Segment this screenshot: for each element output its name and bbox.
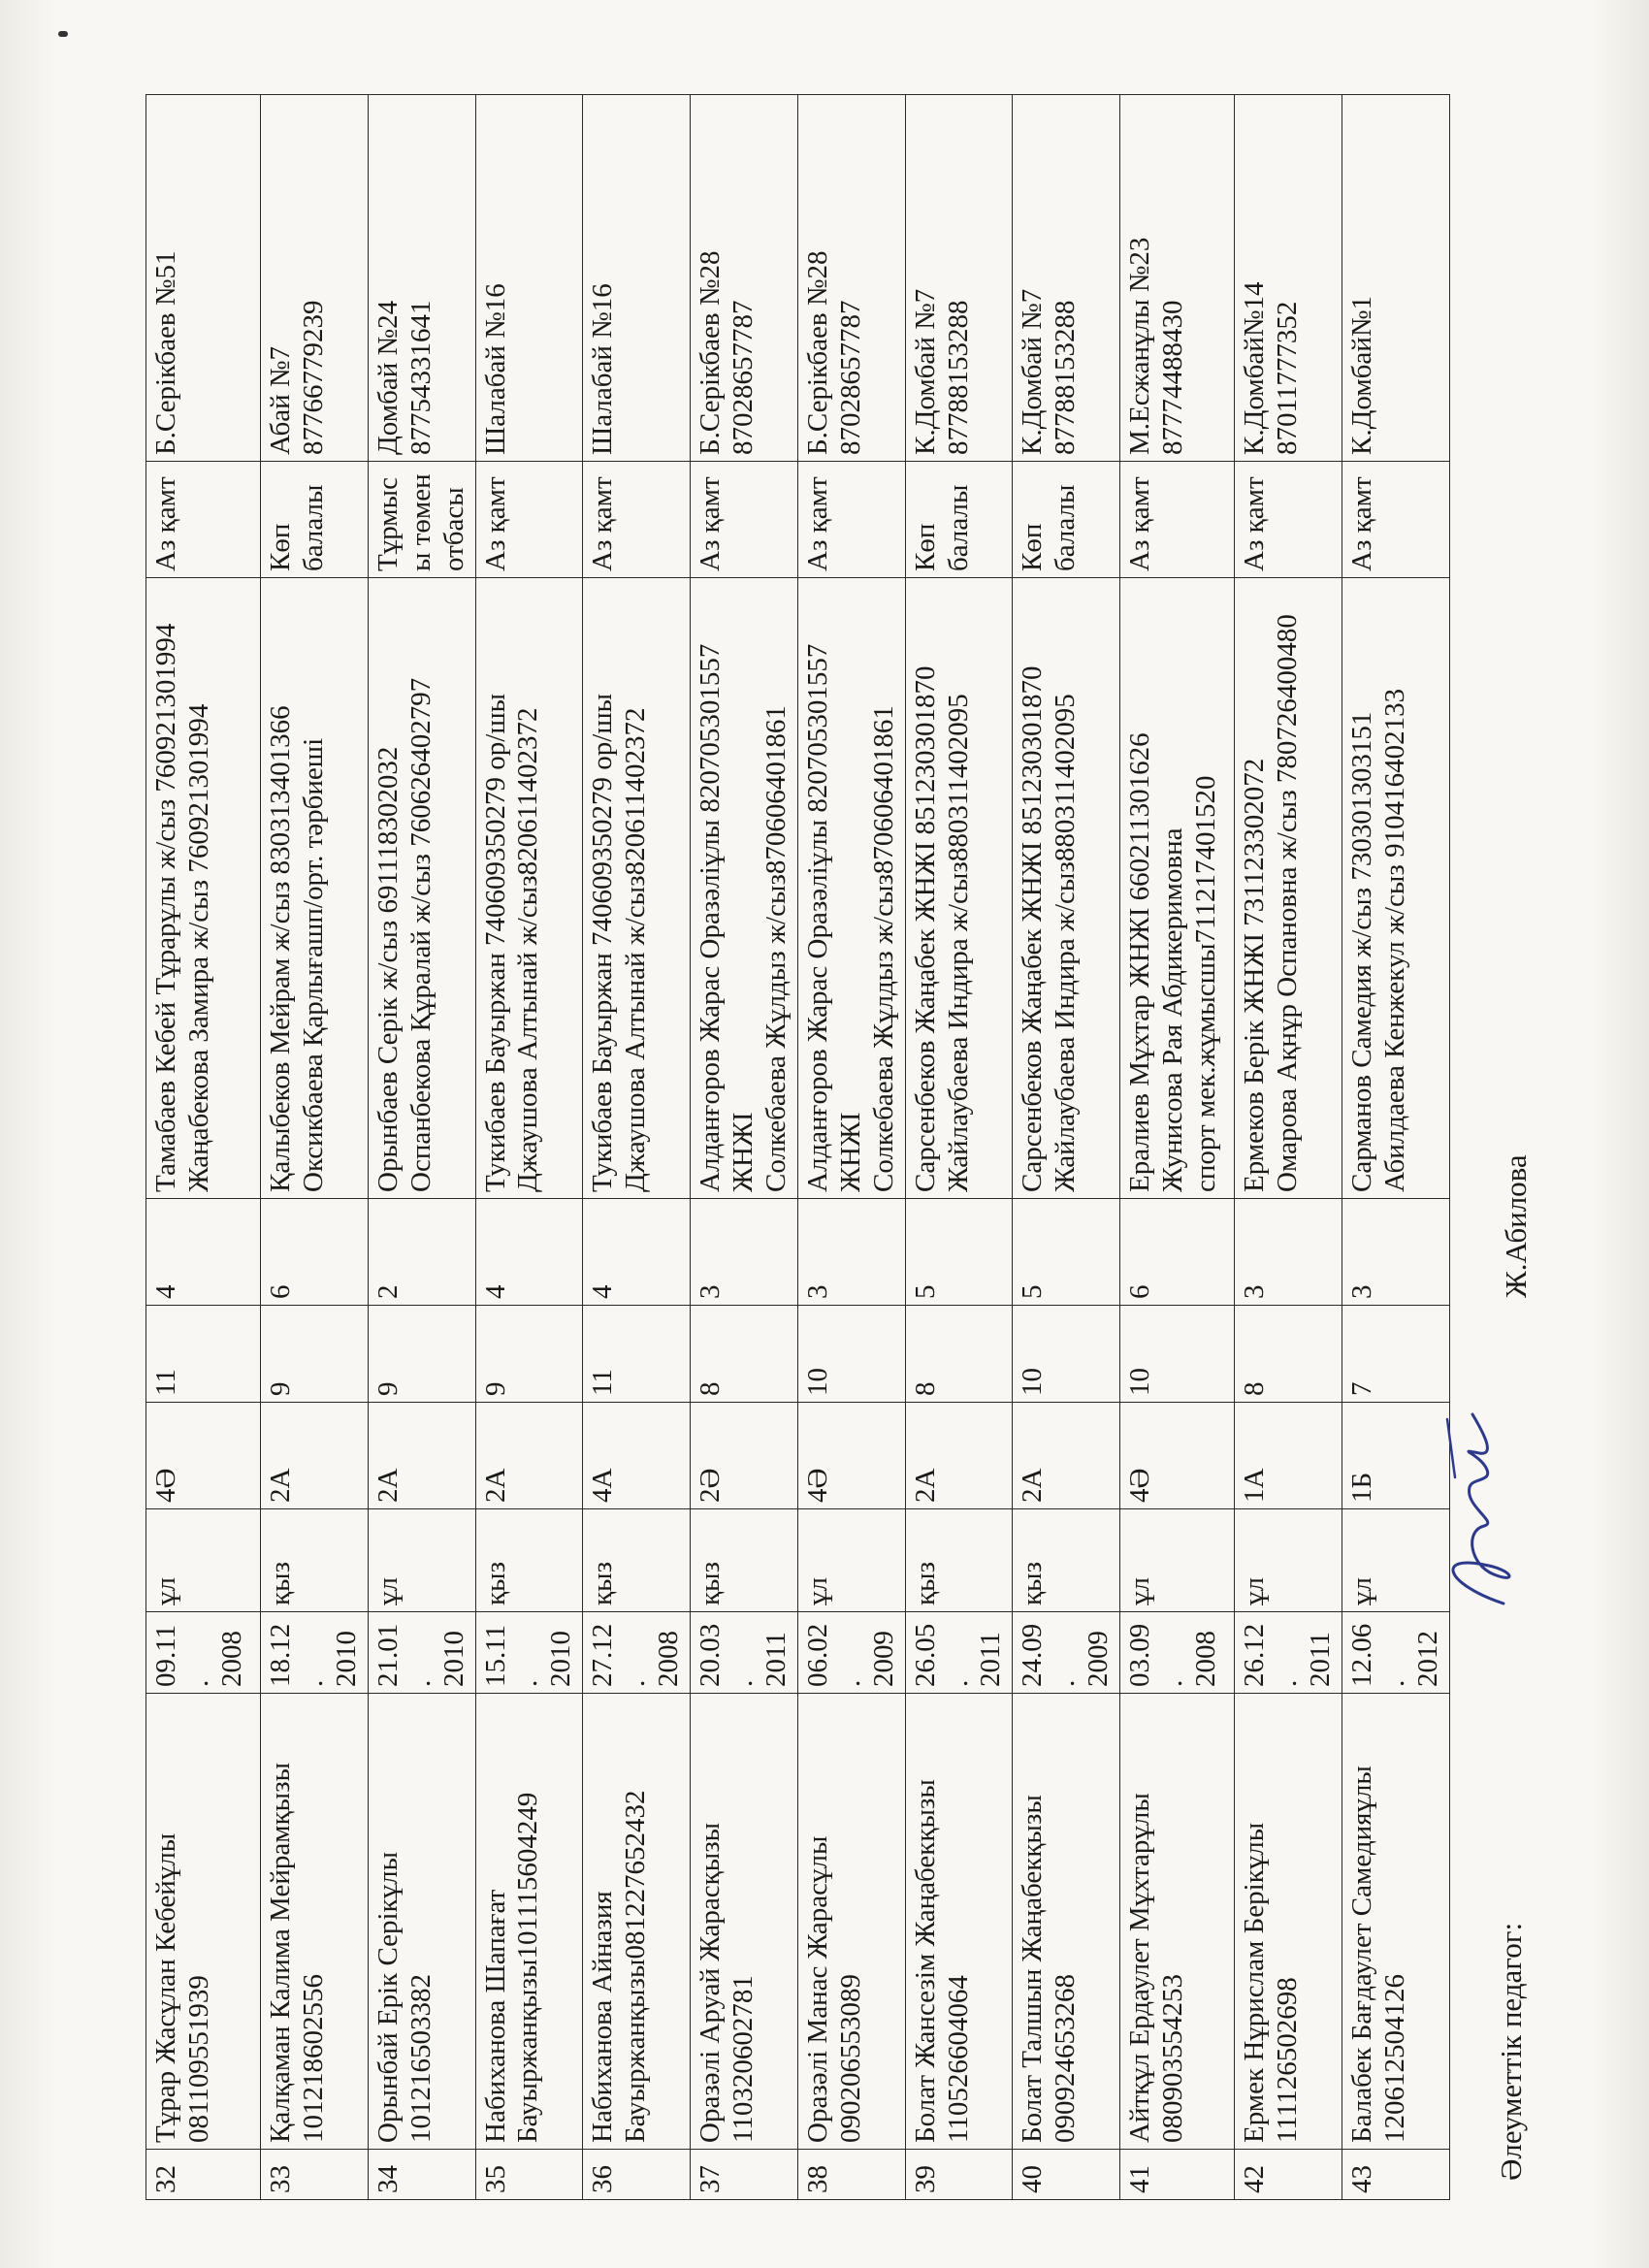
class-cell: 1А xyxy=(1235,1403,1342,1509)
address-phone-cell: Б.Серікбаев №28 87028657787 xyxy=(797,95,905,462)
class-cell: 4А xyxy=(583,1403,691,1509)
gender-cell: қыз xyxy=(475,1509,583,1612)
age-cell: 8 xyxy=(691,1306,798,1403)
class-cell: 2А xyxy=(475,1403,583,1509)
parents-info-cell: Сарсенбеков Жаңабек ЖНЖІ 851230301870 Жайлаубаева Индира ж/сыз880311402095 xyxy=(1013,578,1120,1199)
students-social-table xyxy=(146,94,1450,2200)
birth-date-cell: 18.12. 2010 xyxy=(261,1612,369,1694)
gender-cell: қыз xyxy=(691,1509,798,1612)
class-cell: 4Ә xyxy=(1120,1403,1235,1509)
birth-date-cell: 24.09. 2009 xyxy=(1013,1612,1120,1694)
address-phone-cell: Шалабай №16 xyxy=(583,95,691,462)
row-number-cell: 37 xyxy=(691,2150,798,2200)
family-members-cell: 6 xyxy=(1120,1199,1235,1306)
handwritten-signature xyxy=(1426,1371,1533,1623)
student-name-iin-cell: Болат Жансезім Жаңабекқызы 110526604064 xyxy=(905,1694,1013,2150)
ink-dot xyxy=(58,31,68,37)
gender-cell: ұл xyxy=(146,1509,261,1612)
parents-info-cell: Орынбаев Серік ж/сыз 691118302032 Оспанбекова Құралай ж/сыз 760626402797 xyxy=(368,578,475,1199)
family-members-cell: 3 xyxy=(797,1199,905,1306)
gender-cell: қыз xyxy=(583,1509,691,1612)
birth-date-cell: 03.09. 2008 xyxy=(1120,1612,1235,1694)
address-phone-cell: К.Домбай№14 87011777352 xyxy=(1235,95,1342,462)
family-members-cell: 3 xyxy=(1342,1199,1449,1306)
parents-info-cell: Ералиев Мұхтар ЖНЖІ 660211301626 Жунисова Рая Абдикеримовна спорт мек.жұмысшы711217401520 xyxy=(1120,578,1235,1199)
gender-cell: ұл xyxy=(797,1509,905,1612)
row-number-cell: 33 xyxy=(261,2150,369,2200)
gender-cell: ұл xyxy=(368,1509,475,1612)
student-name-iin-cell: Айтқұл Ердаулет Мұхтарұлы 080903554253 xyxy=(1120,1694,1235,2150)
age-cell: 7 xyxy=(1342,1306,1449,1403)
family-members-cell: 3 xyxy=(691,1199,798,1306)
parents-info-cell: Алданғоров Жарас Оразәліұлы 820705301557 ЖНЖІ Солкебаева Жұлдыз ж/сыз870606401861 xyxy=(691,578,798,1199)
student-name-iin-cell: Қалқаман Калима Мейрамқызы 101218602556 xyxy=(261,1694,369,2150)
family-category-cell: Аз қамт xyxy=(1342,462,1449,578)
family-category-cell: Аз қамт xyxy=(475,462,583,578)
table-row xyxy=(583,95,691,2200)
class-cell: 2А xyxy=(905,1403,1013,1509)
table-row xyxy=(475,95,583,2200)
table-row xyxy=(1120,95,1235,2200)
table-row xyxy=(797,95,905,2200)
family-category-cell: Аз қамт xyxy=(146,462,261,578)
birth-date-cell: 20.03. 2011 xyxy=(691,1612,798,1694)
class-cell: 2А xyxy=(368,1403,475,1509)
address-phone-cell: К.Домбай№1 xyxy=(1342,95,1449,462)
gender-cell: ұл xyxy=(1120,1509,1235,1612)
family-members-cell: 2 xyxy=(368,1199,475,1306)
birth-date-cell: 12.06. 2012 xyxy=(1342,1612,1449,1694)
table-row xyxy=(691,95,798,2200)
parents-info-cell: Тамабаев Кебей Тұрарұлы ж/сыз 760921301994 Жаңабекова Замира ж/сыз 760921301994 xyxy=(146,578,261,1199)
family-members-cell: 5 xyxy=(905,1199,1013,1306)
student-name-iin-cell: Оразәлі Манас Жарасұлы 090206553089 xyxy=(797,1694,905,2150)
address-phone-cell: К.Домбай №7 87788153288 xyxy=(905,95,1013,462)
birth-date-cell: 06.02. 2009 xyxy=(797,1612,905,1694)
table-row xyxy=(1342,95,1449,2200)
birth-date-cell: 15.11. 2010 xyxy=(475,1612,583,1694)
parents-info-cell: Сарсенбеков Жаңабек ЖНЖІ 851230301870 Жайлаубаева Индира ж/сыз880311402095 xyxy=(905,578,1013,1199)
gender-cell: ұл xyxy=(1342,1509,1449,1612)
row-number-cell: 43 xyxy=(1342,2150,1449,2200)
age-cell: 11 xyxy=(583,1306,691,1403)
role-label: Әлеуметтік педагог: xyxy=(1494,1922,1528,2181)
signer-name: Ж.Абилова xyxy=(1499,1154,1533,1298)
class-cell: 2Ә xyxy=(691,1403,798,1509)
family-category-cell: Тұрмысы төмен отбасы xyxy=(368,462,475,578)
table-row xyxy=(1235,95,1342,2200)
birth-date-cell: 09.11. 2008 xyxy=(146,1612,261,1694)
birth-date-cell: 21.01. 2010 xyxy=(368,1612,475,1694)
row-number-cell: 41 xyxy=(1120,2150,1235,2200)
row-number-cell: 36 xyxy=(583,2150,691,2200)
address-phone-cell: Абай №7 87766779239 xyxy=(261,95,369,462)
age-cell: 10 xyxy=(1120,1306,1235,1403)
age-cell: 9 xyxy=(475,1306,583,1403)
address-phone-cell: Шалабай №16 xyxy=(475,95,583,462)
row-number-cell: 42 xyxy=(1235,2150,1342,2200)
gender-cell: қыз xyxy=(905,1509,1013,1612)
table-row xyxy=(905,95,1013,2200)
parents-info-cell: Тукибаев Бауыржан 740609350279 ор/шы Джаушова Алтынай ж/сыз820611402372 xyxy=(475,578,583,1199)
student-name-iin-cell: Орынбай Ерік Серікұлы 101216503382 xyxy=(368,1694,475,2150)
family-category-cell: Аз қамт xyxy=(1235,462,1342,578)
age-cell: 10 xyxy=(1013,1306,1120,1403)
address-phone-cell: М.Есжанұлы №23 87774488430 xyxy=(1120,95,1235,462)
address-phone-cell: К.Домбай №7 87788153288 xyxy=(1013,95,1120,462)
row-number-cell: 34 xyxy=(368,2150,475,2200)
family-members-cell: 4 xyxy=(583,1199,691,1306)
family-category-cell: Аз қамт xyxy=(583,462,691,578)
age-cell: 9 xyxy=(261,1306,369,1403)
row-number-cell: 35 xyxy=(475,2150,583,2200)
age-cell: 8 xyxy=(1235,1306,1342,1403)
row-number-cell: 39 xyxy=(905,2150,1013,2200)
student-name-iin-cell: Оразәлі Аруай Жарасқызы 110320602781 xyxy=(691,1694,798,2150)
address-phone-cell: Б.Серікбаев №28 87028657787 xyxy=(691,95,798,462)
family-category-cell: Көп балалы xyxy=(261,462,369,578)
address-phone-cell: Б.Серікбаев №51 xyxy=(146,95,261,462)
parents-info-cell: Сарманов Самедия ж/сыз 730301303151 Абилдаева Кенжекул ж/сыз 910416402133 xyxy=(1342,578,1449,1199)
family-category-cell: Көп балалы xyxy=(905,462,1013,578)
parents-info-cell: Қалыбеков Мейрам ж/сыз 830313401366 Оксикбаева Қарлығашп/орт. тәрбиеші xyxy=(261,578,369,1199)
family-members-cell: 6 xyxy=(261,1199,369,1306)
class-cell: 2А xyxy=(1013,1403,1120,1509)
birth-date-cell: 26.12. 2011 xyxy=(1235,1612,1342,1694)
row-number-cell: 40 xyxy=(1013,2150,1120,2200)
gender-cell: қыз xyxy=(1013,1509,1120,1612)
student-name-iin-cell: Балабек Бағдаулет Самедияұлы 120612504126 xyxy=(1342,1694,1449,2150)
student-name-iin-cell: Набиханова Айназия Бауыржанқызы081227652432 xyxy=(583,1694,691,2150)
class-cell: 4Ә xyxy=(797,1403,905,1509)
parents-info-cell: Алданғоров Жарас Оразәліұлы 820705301557 ЖНЖІ Солкебаева Жұлдыз ж/сыз870606401861 xyxy=(797,578,905,1199)
family-category-cell: Аз қамт xyxy=(1120,462,1235,578)
parents-info-cell: Ермеков Берік ЖНЖІ 731123302072 Омарова Ақнұр Оспановна ж/сыз 780726400480 xyxy=(1235,578,1342,1199)
gender-cell: ұл xyxy=(1235,1509,1342,1612)
address-phone-cell: Домбай №24 87754331641 xyxy=(368,95,475,462)
parents-info-cell: Тукибаев Бауыржан 740609350279 ор/шы Джаушова Алтынай ж/сыз820611402372 xyxy=(583,578,691,1199)
gender-cell: қыз xyxy=(261,1509,369,1612)
family-category-cell: Аз қамт xyxy=(691,462,798,578)
family-members-cell: 4 xyxy=(146,1199,261,1306)
row-number-cell: 38 xyxy=(797,2150,905,2200)
table-row xyxy=(368,95,475,2200)
row-number-cell: 32 xyxy=(146,2150,261,2200)
family-category-cell: Көп балалы xyxy=(1013,462,1120,578)
class-cell: 1Б xyxy=(1342,1403,1449,1509)
table-row xyxy=(146,95,261,2200)
age-cell: 9 xyxy=(368,1306,475,1403)
age-cell: 11 xyxy=(146,1306,261,1403)
class-cell: 4Ә xyxy=(146,1403,261,1509)
family-members-cell: 5 xyxy=(1013,1199,1120,1306)
student-name-iin-cell: Ермек Нұрислам Берікұлы 111126502698 xyxy=(1235,1694,1342,2150)
age-cell: 8 xyxy=(905,1306,1013,1403)
student-name-iin-cell: Набиханова Шапағат Бауыржанқызы101115604249 xyxy=(475,1694,583,2150)
family-category-cell: Аз қамт xyxy=(797,462,905,578)
student-name-iin-cell: Тұрар Жасұлан Кебейұлы 081109551939 xyxy=(146,1694,261,2150)
family-members-cell: 4 xyxy=(475,1199,583,1306)
age-cell: 10 xyxy=(797,1306,905,1403)
table-row xyxy=(261,95,369,2200)
birth-date-cell: 26.05. 2011 xyxy=(905,1612,1013,1694)
family-members-cell: 3 xyxy=(1235,1199,1342,1306)
birth-date-cell: 27.12. 2008 xyxy=(583,1612,691,1694)
student-name-iin-cell: Болат Талшын Жаңабекқызы 090924653268 xyxy=(1013,1694,1120,2150)
table-row xyxy=(1013,95,1120,2200)
class-cell: 2А xyxy=(261,1403,369,1509)
